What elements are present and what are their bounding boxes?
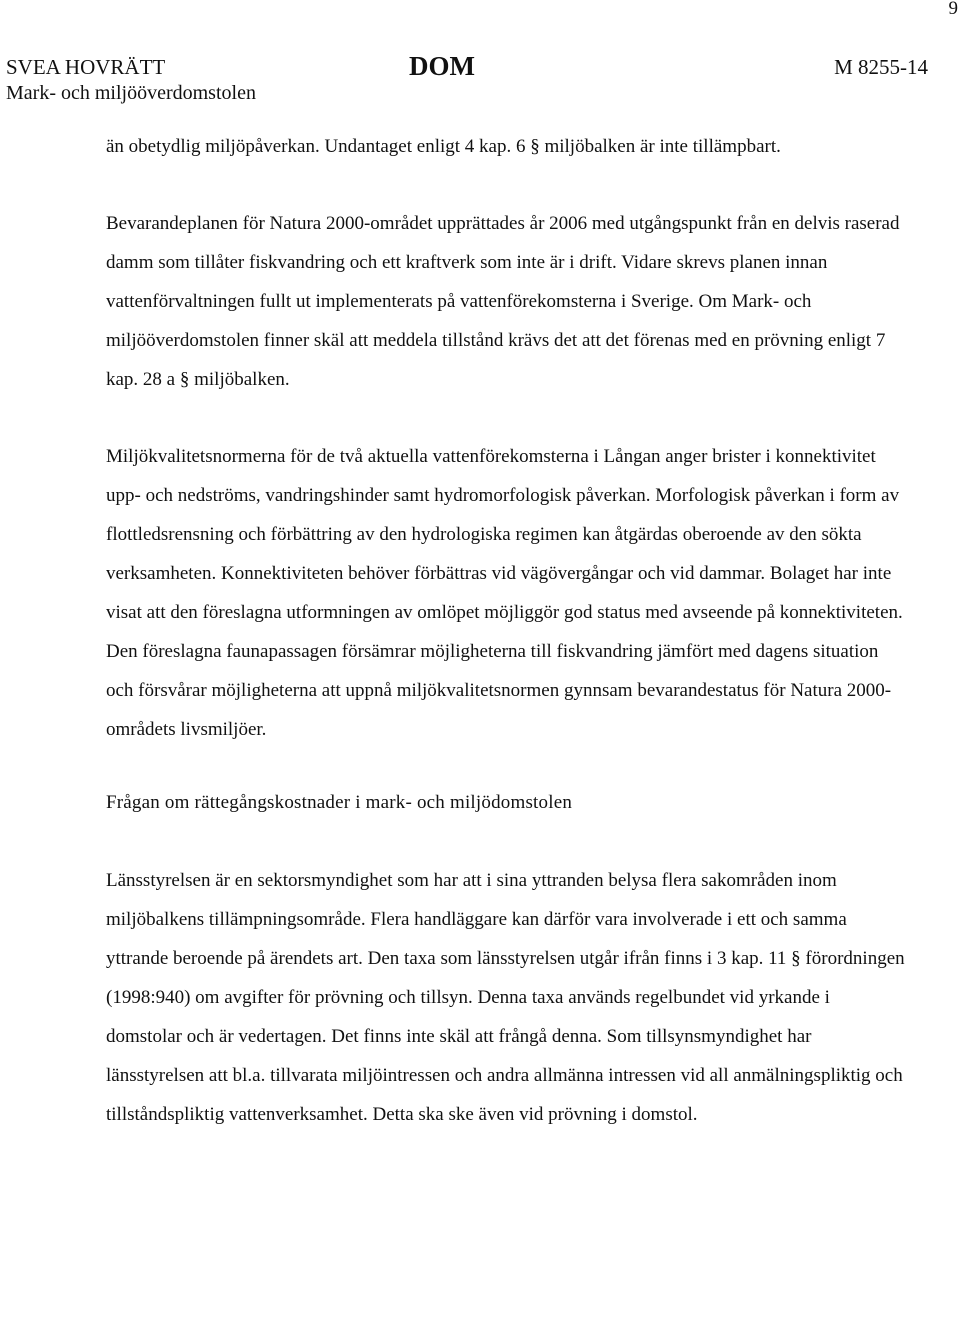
document-body: [106, 127, 906, 1134]
document-header: [6, 51, 928, 106]
paragraph-2: Bevarandeplanen för Natura 2000-området upprättades år 2006 med utgångspunkt från en delvis raserad damm som tillåter fiskvandring och ett kraftverk som inte är i drift. Vidare skrevs planen innan vattenförvaltningen fullt ut implementerats på vattenförekomsterna i Sverige. Om Mark- och miljööverdomstolen finner skäl att meddela tillstånd krävs det att det förenas med en prövning enligt 7 kap. 28 a § miljöbalken.: [106, 213, 900, 390]
document-type: DOM: [409, 51, 475, 81]
paragraph-3: Miljökvalitetsnormerna för de två aktuella vattenförekomsterna i Långan anger brister i konnektivitet upp- och nedströms, vandringshinder samt hydromorfologisk påverkan. Morfologisk påverkan i form av flottledsrensning och förbättring av den hydrologiska regimen kan åtgärdas oberoende av den sökta verksamheten. Konnektiviteten behöver förbättras vid vägövergångar och vid dammar. Bolaget har inte visat att den föreslagna utformningen av omlöpet möjliggör god status med avseende på konnektiviteten. Den föreslagna faunapassagen försämrar möjligheterna till fiskvandring jämfört med dagens situation och försvårar möjligheterna att uppnå miljökvalitetsnormen gynnsam bevarandestatus för Natura 2000-områdets livsmiljöer.: [106, 446, 903, 740]
case-number: M 8255-14: [834, 55, 928, 79]
court-division: Mark- och miljööverdomstolen: [6, 82, 256, 104]
paragraph-1: än obetydlig miljöpåverkan. Undantaget enligt 4 kap. 6 § miljöbalken är inte tillämpbart.: [106, 136, 781, 157]
court-name: SVEA HOVRÄTT: [6, 55, 166, 79]
page-number: 9: [948, 0, 958, 19]
section-heading: Frågan om rättegångskostnader i mark- och miljödomstolen: [106, 792, 573, 813]
paragraph-4: Länsstyrelsen är en sektorsmyndighet som har att i sina yttranden belysa flera sakområden inom miljöbalkens tillämpningsområde. Flera handläggare kan därför vara involverade i ett och samma yttrande beroende på ärendets art. Den taxa som länsstyrelsen utgår ifrån finns i 3 kap. 11 § förordningen (1998:940) om avgifter för prövning och tillsyn. Denna taxa används regelbundet vid yrkande i domstolar och är vedertagen. Det finns inte skäl att frångå denna. Som tillsynsmyndighet har länsstyrelsen att bl.a. tillvarata miljöintressen och andra allmänna intressen vid all anmälningspliktig och tillståndspliktig vattenverksamhet. Detta ska ske även vid prövning i domstol.: [106, 870, 905, 1125]
